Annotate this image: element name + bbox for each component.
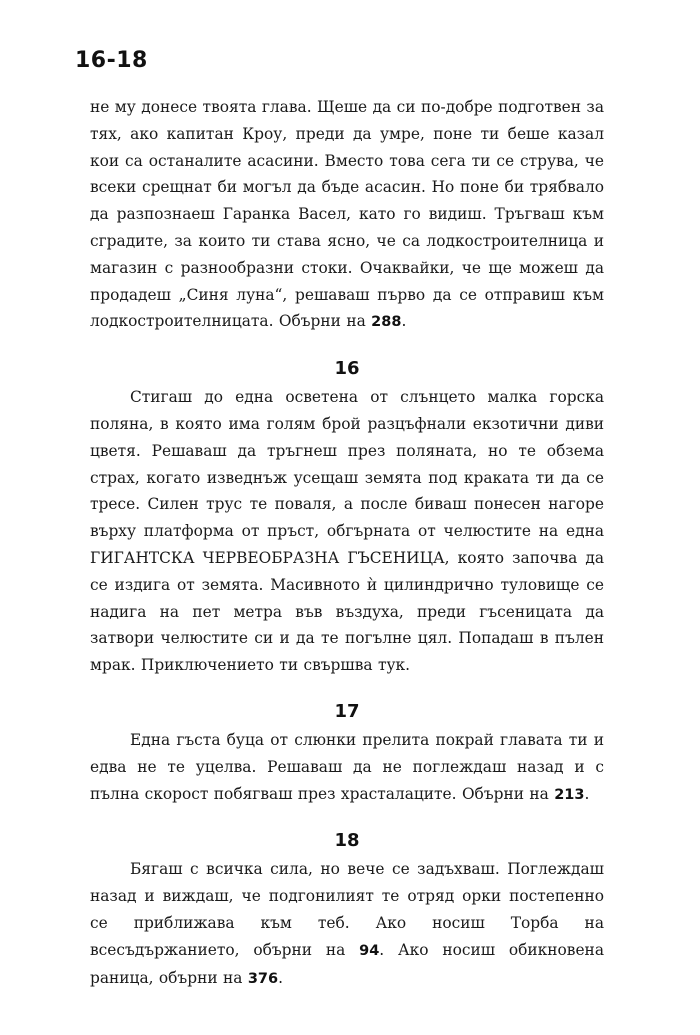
page-reference[interactable]: 288 (371, 314, 402, 331)
section-18-text-continued: . Ако носиш обикновена раница, обърни на (90, 940, 604, 987)
page-reference[interactable]: 376 (247, 970, 279, 987)
punctuation: . (278, 968, 284, 987)
section-16-text: Стигаш до една осветена от слънцето малка горска поляна, в която има голям брой разцъфнали екзотични диви цветя. Решаваш да тръгнеш през поляната, но те обзема страх, когато изведнъж усещаш земята под краката ти да се тресе. Силен трус те поваля, а после биваш понесен нагоре върху платформа от пръст, обгърната от челюстите на една ГИГАНТСКА ЧЕРВЕОБРАЗНА ГЪСЕНИЦА, която започва да се издига от земята. Масивното ѝ цилиндрично туловище се надига на пет метра във въздуха, преди гъсеницата да затвори челюстите си и да те погълне цял. Попадаш в пълен мрак. Приключението ти свършва тук. (90, 388, 604, 675)
section-17-paragraph (90, 727, 604, 808)
punctuation: . (401, 312, 407, 331)
section-number-17: 17 (334, 700, 360, 722)
section-number-18: 18 (334, 830, 360, 852)
section-17-text: Една гъста буца от слюнки прелита покрай главата ти и едва не те уцелва. Решаваш да не поглеждаш назад и с пълна скорост побягваш през храсталаците. Обърни на (90, 730, 604, 803)
section-16-paragraph (90, 384, 604, 679)
section-number-16: 16 (334, 358, 360, 380)
continuation-paragraph (90, 94, 604, 336)
running-head: 16-18 (75, 48, 148, 73)
page-reference[interactable]: 94 (359, 942, 380, 959)
page-content (90, 94, 604, 992)
page-reference[interactable]: 213 (554, 786, 585, 803)
punctuation: . (584, 784, 590, 803)
section-18-text: Бягаш с всичка сила, но вече се задъхваш. Поглеждаш назад и виждаш, че подгонилият те отряд орки постепенно се приближава към теб. Ако носиш Торба на всесъдържанието, обърни на (90, 860, 604, 959)
section-18-paragraph (90, 856, 604, 992)
continuation-text: не му донесе твоята глава. Щеше да си по-добре подготвен за тях, ако капитан Кроу, преди да умре, поне ти беше казал кои са останалите асасини. Вместо това сега ти се струва, че всеки срещнат би могъл да бъде асасин. Но поне би трябвало да разпознаеш Гаранка Васел, като го видиш. Тръгваш към сградите, за които ти става ясно, че са лодкостроителница и магазин с разнообразни стоки. Очаквайки, че ще можеш да продадеш „Синя луна“, решаваш първо да се отправиш към лодкостроителницата. Обърни на (90, 98, 604, 331)
